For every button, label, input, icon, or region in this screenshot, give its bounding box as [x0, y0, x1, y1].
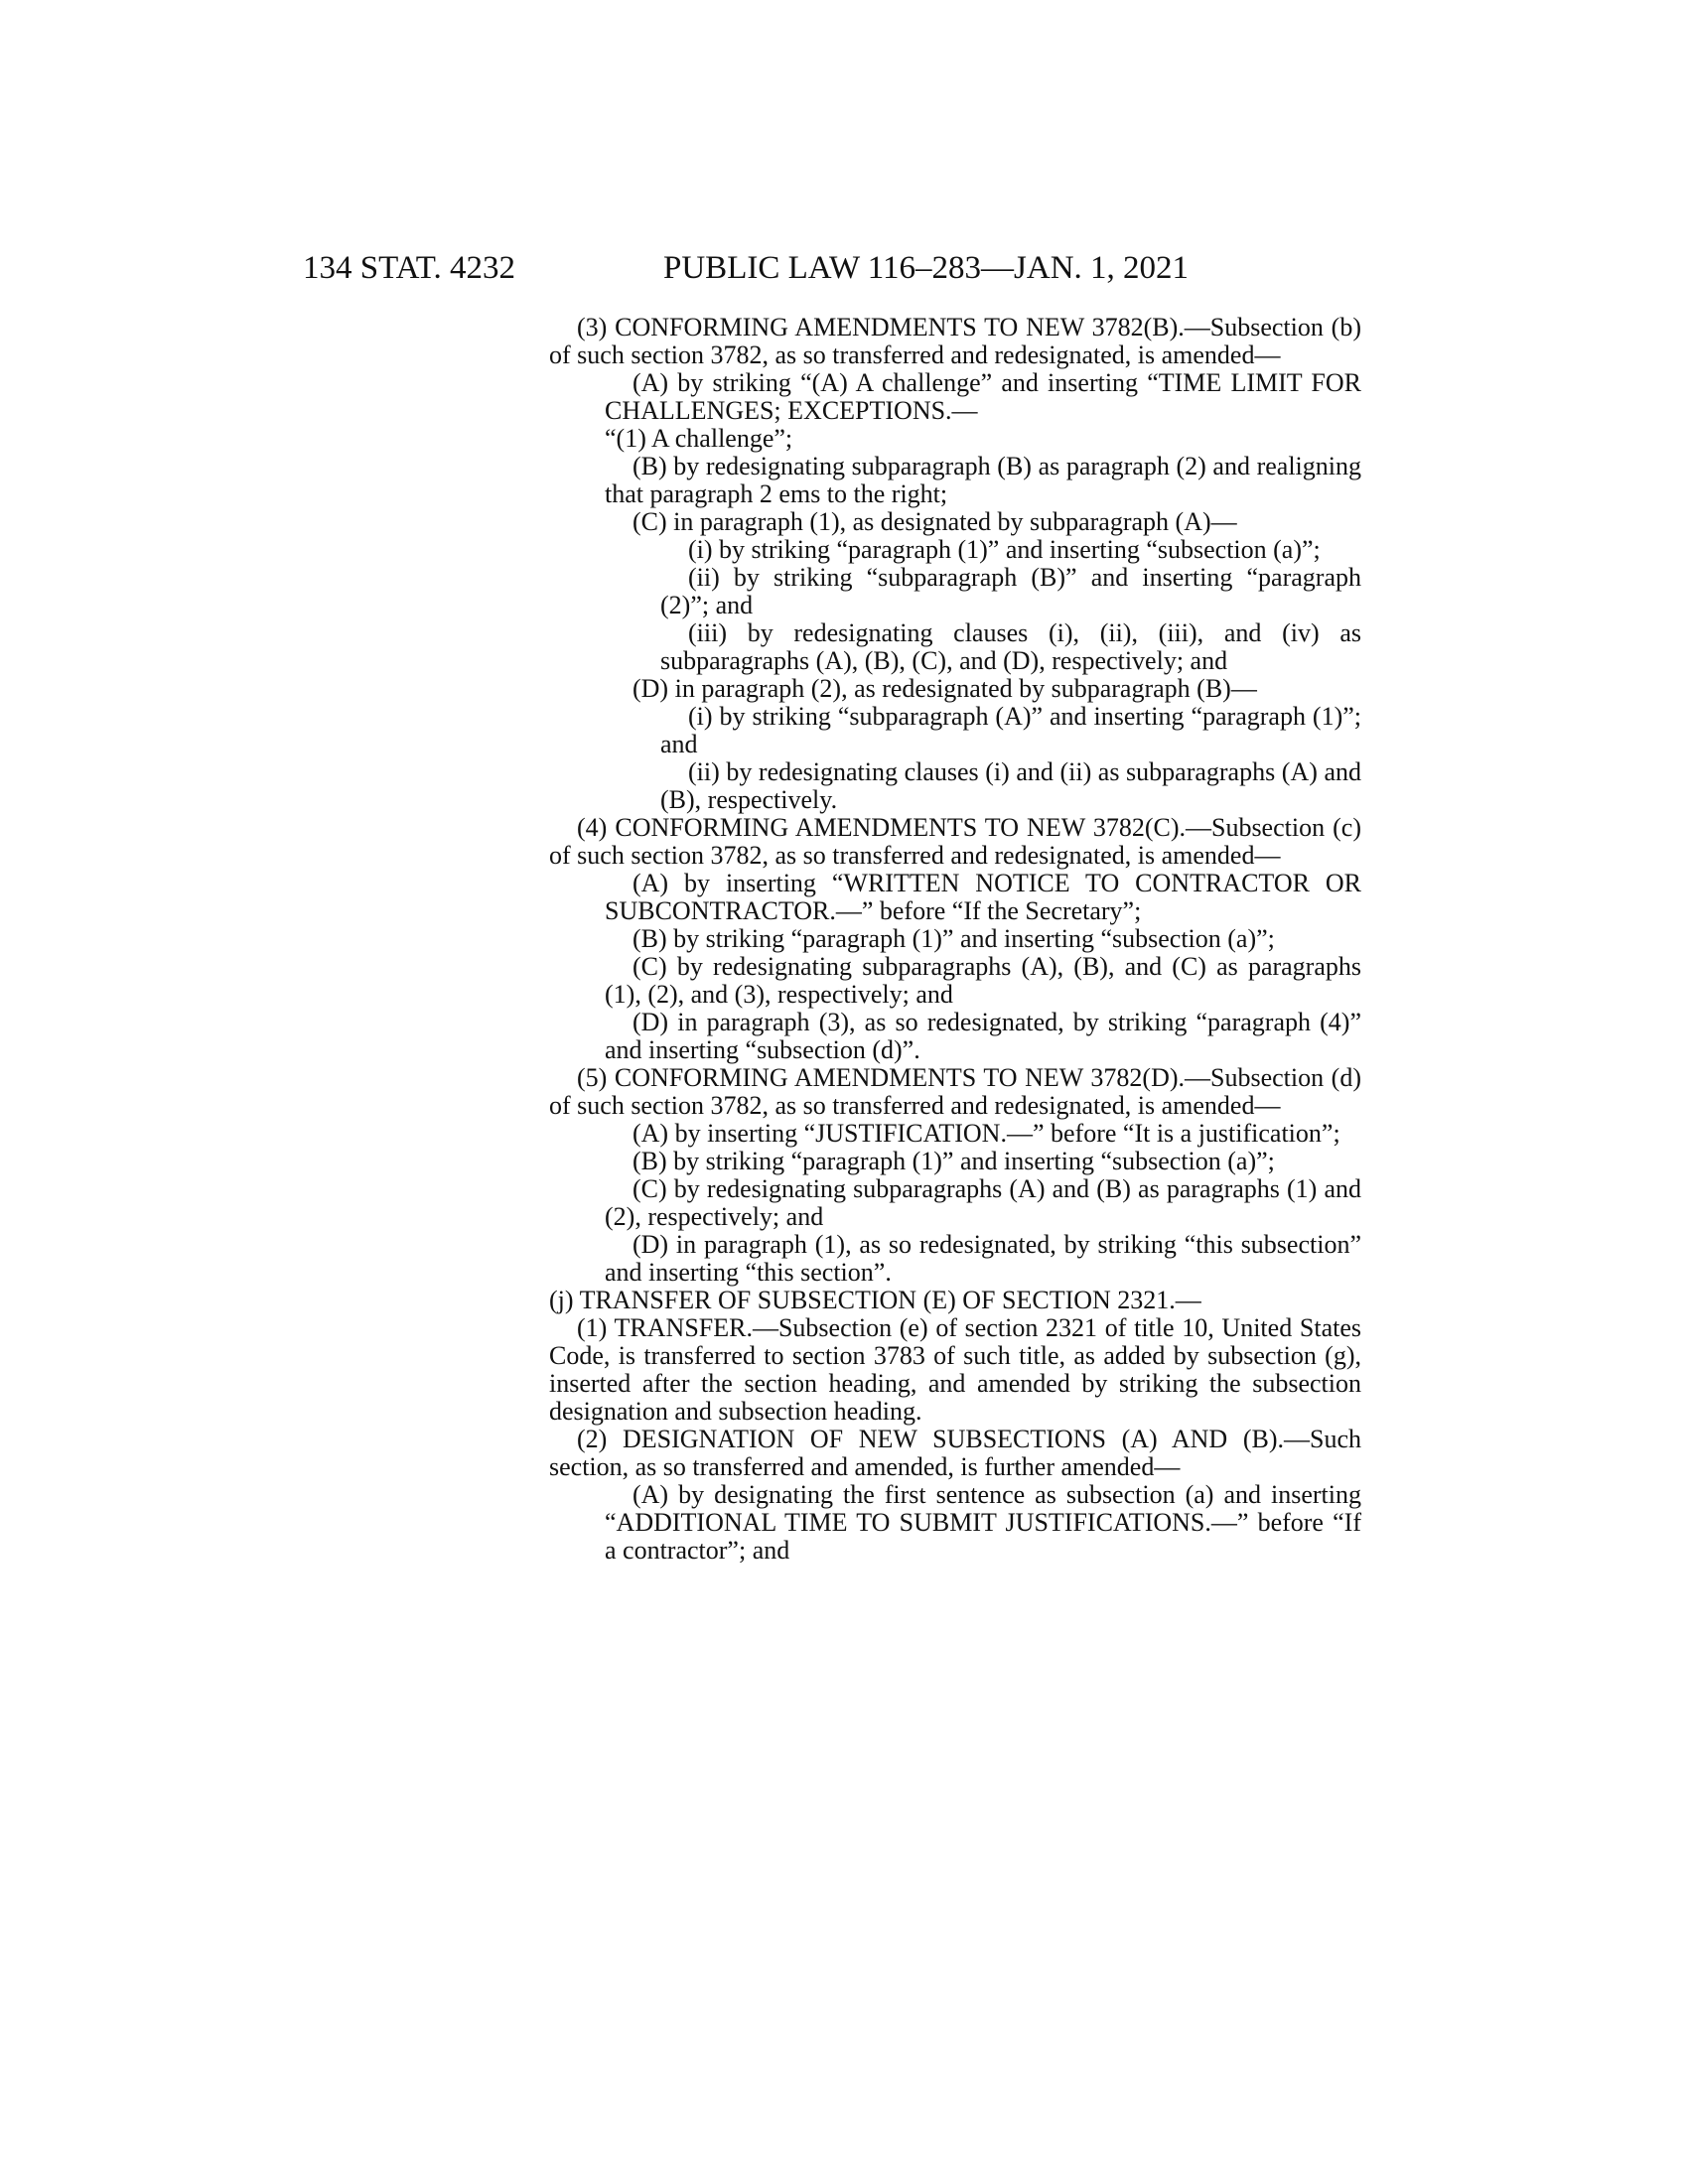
subparagraph-c-redesignating-abc: (C) by redesignating subparagraphs (A), (B), and (C) as paragraphs (1), (2), and (3), respectively; and — [605, 952, 1361, 1009]
quoted-one-a-challenge: “(1) A challenge”; — [605, 424, 793, 453]
subparagraph-a-striking-challenge: (A) by striking “(A) A challenge” and inserting “TIME LIMIT FOR CHALLENGES; EXCEPTIONS.— — [605, 368, 1361, 425]
paragraph-5-conforming-3782d: (5) CONFORMING AMENDMENTS TO NEW 3782(D).—Subsection (d) of such section 3782, as so transferred and redesignated, is amended— — [549, 1063, 1361, 1120]
document-body — [549, 314, 1361, 1565]
clause-iii-redesignating-clauses: (iii) by redesignating clauses (i), (ii), (iii), and (iv) as subparagraphs (A), (B), (C), and (D), respectively; and — [660, 618, 1361, 675]
subparagraph-d-in-paragraph-2: (D) in paragraph (2), as redesignated by subparagraph (B)— — [633, 674, 1257, 703]
clause-ii-striking-subparagraph-b: (ii) by striking “subparagraph (B)” and inserting “paragraph (2)”; and — [660, 563, 1361, 619]
subparagraph-c-in-paragraph-1: (C) in paragraph (1), as designated by subparagraph (A)— — [633, 507, 1237, 536]
clause-i-striking-paragraph-1: (i) by striking “paragraph (1)” and inserting “subsection (a)”; — [688, 535, 1321, 564]
subparagraph-a-written-notice: (A) by inserting “WRITTEN NOTICE TO CONTRACTOR OR SUBCONTRACTOR.—” before “If the Secretary”; — [605, 869, 1361, 925]
paragraph-4-conforming-3782c: (4) CONFORMING AMENDMENTS TO NEW 3782(C).—Subsection (c) of such section 3782, as so transferred and redesignated, is amended— — [549, 813, 1361, 870]
subparagraph-b-redesignating: (B) by redesignating subparagraph (B) as paragraph (2) and realigning that paragraph 2 ems to the right; — [605, 452, 1361, 508]
subparagraph-c-redesignating-ab: (C) by redesignating subparagraphs (A) and (B) as paragraphs (1) and (2), respectively; and — [605, 1174, 1361, 1231]
running-head: PUBLIC LAW 116–283—JAN. 1, 2021 — [663, 250, 1190, 286]
subparagraph-a-designating-first-sentence: (A) by designating the first sentence as subsection (a) and inserting “ADDITIONAL TIME TO SUBMIT JUSTIFICATIONS.—” before “If a contractor”; and — [605, 1480, 1361, 1565]
paragraph-1-transfer: (1) TRANSFER.—Subsection (e) of section 2321 of title 10, United States Code, is transferred to section 3783 of such title, as added by subsection (g), inserted after the section heading, and amended by striking the subsection designation and subsection heading. — [549, 1313, 1361, 1426]
clause-i-striking-subparagraph-a: (i) by striking “subparagraph (A)” and inserting “paragraph (1)”; and — [660, 702, 1361, 758]
subparagraph-d-in-paragraph-3: (D) in paragraph (3), as so redesignated, by striking “paragraph (4)” and inserting “subsection (d)”. — [605, 1008, 1361, 1064]
clause-ii-redesignating-i-ii: (ii) by redesignating clauses (i) and (ii) as subparagraphs (A) and (B), respectively. — [660, 757, 1361, 814]
stat-page-number: 134 STAT. 4232 — [303, 250, 516, 286]
subparagraph-b-striking-paragraph-1: (B) by striking “paragraph (1)” and inserting “subsection (a)”; — [633, 924, 1275, 953]
subparagraph-a-justification: (A) by inserting “JUSTIFICATION.—” before “It is a justification”; — [633, 1119, 1340, 1148]
paragraph-3-conforming-3782b: (3) CONFORMING AMENDMENTS TO NEW 3782(B).—Subsection (b) of such section 3782, as so transferred and redesignated, is amended— — [549, 313, 1361, 369]
paragraph-2-designation: (2) DESIGNATION OF NEW SUBSECTIONS (A) AND (B).—Such section, as so transferred and amended, is further amended— — [549, 1425, 1361, 1481]
subparagraph-b-striking-paragraph-1-d: (B) by striking “paragraph (1)” and inserting “subsection (a)”; — [633, 1147, 1275, 1175]
page-header — [303, 246, 1196, 290]
subsection-j-heading: (j) TRANSFER OF SUBSECTION (E) OF SECTION 2321.— — [549, 1286, 1201, 1314]
subparagraph-d-this-subsection: (D) in paragraph (1), as so redesignated, by striking “this subsection” and inserting “this section”. — [605, 1230, 1361, 1287]
